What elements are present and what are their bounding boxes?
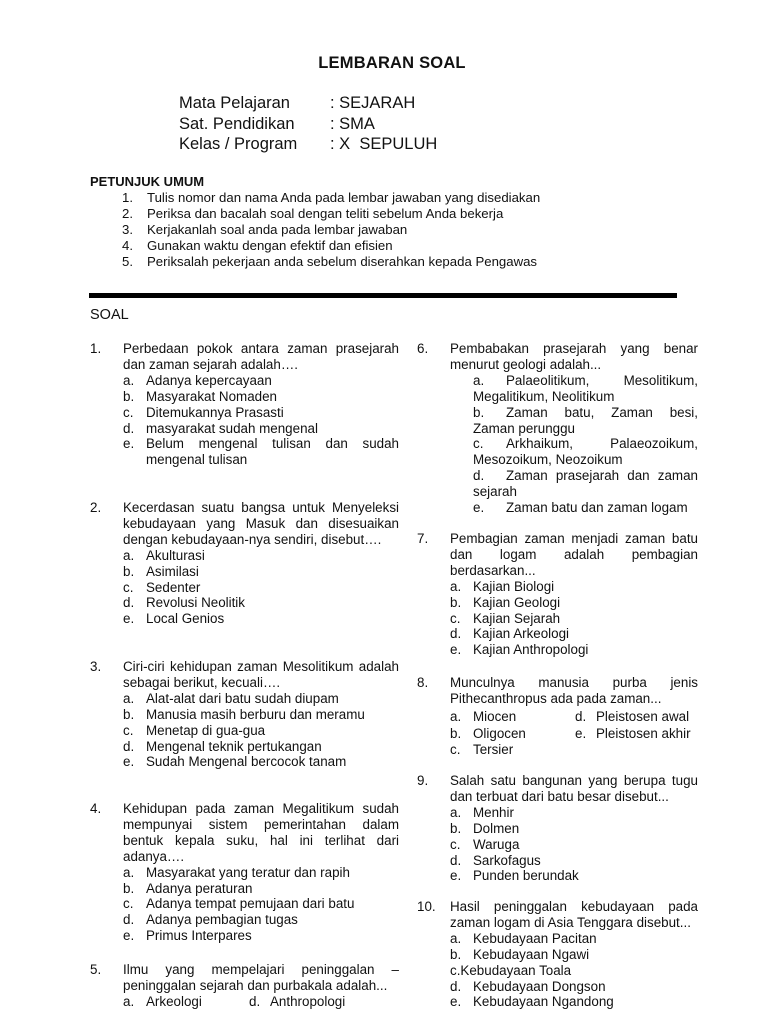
option-text: Zaman batu, Zaman besi, Zaman perunggu bbox=[473, 404, 698, 436]
option-d[interactable] bbox=[450, 979, 698, 995]
option-text: Kebudayaan Ngandong bbox=[473, 994, 614, 1010]
question-number: 7. bbox=[417, 531, 429, 546]
option-d[interactable] bbox=[123, 912, 399, 928]
option-text: Manusia masih berburu dan meramu bbox=[146, 706, 365, 722]
question-10 bbox=[417, 899, 698, 1010]
option-letter: d. bbox=[450, 626, 462, 642]
option-text: Kebudayaan Dongson bbox=[473, 978, 606, 994]
option-letter: e. bbox=[123, 928, 135, 944]
question-number: 9. bbox=[417, 773, 429, 788]
option-e[interactable] bbox=[450, 642, 698, 658]
question-text: Pembagian zaman menjadi zaman batu dan logam adalah pembagian berdasarkan... bbox=[450, 531, 698, 578]
option-text: Kebudayaan Pacitan bbox=[473, 930, 597, 946]
option-letter: d. bbox=[123, 912, 135, 928]
option-c[interactable]: c.Kebudayaan Toala bbox=[450, 962, 572, 978]
meta-label: Sat. Pendidikan bbox=[179, 115, 295, 133]
option-a[interactable] bbox=[450, 579, 698, 595]
instruction-number: 4. bbox=[122, 238, 133, 253]
option-text: Kajian Sejarah bbox=[473, 610, 561, 626]
question-number: 8. bbox=[417, 675, 429, 690]
option-text: Kajian Anthropologi bbox=[473, 642, 589, 658]
instruction-text: Kerjakanlah soal anda pada lembar jawaban bbox=[147, 222, 408, 237]
option-letter: d. bbox=[473, 468, 485, 484]
option-text: Palaeolitikum, Mesolitikum, Megalitikum, Neolitikum bbox=[473, 372, 698, 404]
instruction-number: 1. bbox=[122, 190, 133, 205]
option-b[interactable] bbox=[450, 947, 698, 963]
meta-label: Kelas / Program bbox=[179, 135, 298, 153]
option-letter: b. bbox=[450, 946, 462, 962]
option-a[interactable]: Miocen bbox=[473, 708, 517, 724]
option-text: Zaman prasejarah dan zaman sejarah bbox=[473, 468, 698, 500]
option-text: Kajian Geologi bbox=[473, 594, 561, 610]
option-text: Mengenal teknik pertukangan bbox=[146, 738, 322, 754]
option-a[interactable] bbox=[450, 373, 698, 405]
option-b[interactable] bbox=[123, 564, 399, 580]
option-text: masyarakat sudah mengenal bbox=[146, 420, 318, 436]
option-text: Arkhaikum, Palaeozoikum, Mesozoikum, Neozoikum bbox=[473, 436, 698, 468]
option-a[interactable] bbox=[123, 373, 399, 389]
option-letter: a. bbox=[123, 993, 135, 1009]
section-divider bbox=[89, 293, 677, 298]
option-d[interactable]: Anthropologi bbox=[270, 993, 346, 1009]
option-a[interactable] bbox=[123, 691, 399, 707]
question-text: Pembabakan prasejarah yang benar menurut geologi adalah... bbox=[450, 341, 698, 372]
question-text: Ilmu yang mempelajari peninggalan – peninggalan sejarah dan purbakala adalah... bbox=[123, 962, 399, 993]
instruction-text: Periksalah pekerjaan anda sebelum diserahkan kepada Pengawas bbox=[147, 254, 538, 269]
option-letter: a. bbox=[450, 708, 462, 724]
option-letter: e. bbox=[450, 994, 462, 1010]
option-c[interactable]: Tersier bbox=[473, 741, 514, 757]
option-text: Sudah Mengenal bercocok tanam bbox=[146, 754, 347, 770]
option-text: Akulturasi bbox=[146, 547, 205, 563]
option-a[interactable] bbox=[123, 548, 399, 564]
option-d[interactable] bbox=[123, 595, 399, 611]
option-letter: c. bbox=[123, 579, 134, 595]
option-letter: e. bbox=[450, 868, 462, 884]
option-e[interactable] bbox=[450, 994, 698, 1010]
option-text: Sarkofagus bbox=[473, 852, 541, 868]
option-letter: b. bbox=[473, 404, 485, 420]
meta-value: : SMA bbox=[330, 115, 375, 133]
option-e[interactable]: Pleistosen akhir bbox=[596, 725, 691, 741]
option-letter: b. bbox=[450, 594, 462, 610]
option-a[interactable] bbox=[450, 805, 698, 821]
option-b[interactable] bbox=[123, 389, 399, 405]
option-letter: b. bbox=[123, 563, 135, 579]
option-d[interactable] bbox=[450, 468, 698, 500]
option-text: Masyarakat yang teratur dan rapih bbox=[146, 864, 350, 880]
question-text: Munculnya manusia purba jenis Pithecanthropus ada pada zaman... bbox=[450, 675, 698, 706]
question-text: Kecerdasan suatu bangsa untuk Menyeleksi kebudayaan yang Masuk dan disesuaikan dengan kebudayaan-nya sendiri, disebut…. bbox=[123, 500, 399, 547]
option-row bbox=[450, 709, 698, 725]
option-a[interactable]: Arkeologi bbox=[146, 993, 202, 1009]
option-text: Masyarakat Nomaden bbox=[146, 388, 277, 404]
question-4 bbox=[90, 801, 399, 944]
option-letter: c. bbox=[450, 610, 461, 626]
option-text: Punden berundak bbox=[473, 868, 579, 884]
option-letter: c. bbox=[450, 836, 461, 852]
instruction-number: 2. bbox=[122, 206, 133, 221]
option-c[interactable] bbox=[123, 405, 399, 421]
option-text: Local Genios bbox=[146, 611, 225, 627]
option-d[interactable] bbox=[123, 421, 399, 437]
option-e[interactable] bbox=[123, 928, 399, 944]
option-letter: e. bbox=[450, 642, 462, 658]
option-letter: a. bbox=[123, 547, 135, 563]
option-row bbox=[450, 726, 698, 742]
question-3 bbox=[90, 659, 399, 770]
option-letter: e. bbox=[123, 436, 135, 452]
question-8 bbox=[417, 675, 698, 757]
option-c[interactable] bbox=[450, 611, 698, 627]
option-e[interactable] bbox=[450, 868, 698, 884]
option-text: Waruga bbox=[473, 836, 520, 852]
question-5 bbox=[90, 962, 399, 1010]
soal-heading: SOAL bbox=[90, 307, 129, 323]
option-b[interactable] bbox=[450, 405, 698, 437]
page-title: LEMBARAN SOAL bbox=[318, 54, 466, 72]
option-letter: d. bbox=[123, 738, 135, 754]
option-e[interactable] bbox=[123, 436, 399, 468]
option-text: Adanya kepercayaan bbox=[146, 372, 272, 388]
option-text: Asimilasi bbox=[146, 563, 199, 579]
option-letter: d. bbox=[450, 852, 462, 868]
option-d[interactable] bbox=[450, 626, 698, 642]
instructions-heading: PETUNJUK UMUM bbox=[90, 174, 205, 189]
question-text: Kehidupan pada zaman Megalitikum sudah mempunyai sistem pemerintahan dalam bentuk kepala suku, hal ini terlihat dari adanya…. bbox=[123, 801, 399, 864]
option-c[interactable] bbox=[123, 723, 399, 739]
option-e[interactable] bbox=[123, 611, 399, 627]
option-letter: d. bbox=[450, 978, 462, 994]
option-text: Alat-alat dari batu sudah diupam bbox=[146, 690, 339, 706]
question-1 bbox=[90, 341, 399, 468]
option-c[interactable] bbox=[123, 580, 399, 596]
question-text: Perbedaan pokok antara zaman prasejarah dan zaman sejarah adalah…. bbox=[123, 341, 399, 372]
option-letter: b. bbox=[123, 706, 135, 722]
option-c[interactable] bbox=[450, 436, 698, 468]
option-b[interactable]: Oligocen bbox=[473, 725, 526, 741]
option-row bbox=[450, 742, 698, 758]
option-letter: c. bbox=[123, 896, 134, 912]
instruction-number: 5. bbox=[122, 254, 133, 269]
option-letter: e. bbox=[123, 754, 135, 770]
question-number: 10. bbox=[417, 899, 436, 914]
option-text: Revolusi Neolitik bbox=[146, 595, 245, 611]
option-letter: a. bbox=[450, 578, 462, 594]
option-text: Zaman batu dan zaman logam bbox=[506, 500, 688, 516]
option-letter: d. bbox=[123, 595, 135, 611]
option-text: Adanya pembagian tugas bbox=[146, 912, 298, 928]
option-letter: c. bbox=[473, 436, 484, 452]
option-letter: e. bbox=[575, 725, 587, 741]
option-letter: e. bbox=[473, 500, 485, 516]
option-d[interactable] bbox=[450, 853, 698, 869]
option-letter: a. bbox=[450, 804, 462, 820]
option-letter: b. bbox=[450, 725, 462, 741]
option-b[interactable] bbox=[450, 821, 698, 837]
option-b[interactable] bbox=[123, 707, 399, 723]
option-d[interactable]: Pleistosen awal bbox=[596, 708, 690, 724]
option-letter: c. bbox=[123, 722, 134, 738]
option-letter: d. bbox=[123, 420, 135, 436]
option-a[interactable] bbox=[123, 865, 399, 881]
option-e[interactable] bbox=[123, 754, 399, 770]
option-b[interactable] bbox=[450, 595, 698, 611]
option-text: Menetap di gua-gua bbox=[146, 722, 266, 738]
question-number: 1. bbox=[90, 341, 102, 356]
option-b[interactable] bbox=[123, 881, 399, 897]
meta-value: : X SEPULUH bbox=[330, 135, 438, 153]
instruction-text: Gunakan waktu dengan efektif dan efisien bbox=[147, 238, 393, 253]
option-letter: d. bbox=[575, 708, 587, 724]
option-letter: a. bbox=[473, 372, 485, 388]
option-text: Sedenter bbox=[146, 579, 201, 595]
option-letter: a. bbox=[123, 372, 135, 388]
option-letter: a. bbox=[123, 690, 135, 706]
option-a[interactable] bbox=[450, 931, 698, 947]
option-letter: c. bbox=[450, 741, 461, 757]
option-row bbox=[123, 994, 399, 1010]
option-text: Kebudayaan Ngawi bbox=[473, 946, 590, 962]
instruction-number: 3. bbox=[122, 222, 133, 237]
option-letter: b. bbox=[450, 820, 462, 836]
option-letter: b. bbox=[123, 388, 135, 404]
question-text: Hasil peninggalan kebudayaan pada zaman logam di Asia Tenggara disebut... bbox=[450, 899, 698, 930]
question-number: 6. bbox=[417, 341, 429, 356]
option-c[interactable] bbox=[123, 896, 399, 912]
option-letter: e. bbox=[123, 611, 135, 627]
question-6 bbox=[417, 341, 698, 516]
question-text: Salah satu bangunan yang berupa tugu dan terbuat dari batu besar disebut... bbox=[450, 773, 698, 804]
option-letter: d. bbox=[249, 993, 261, 1009]
option-e[interactable] bbox=[450, 500, 698, 516]
option-text: Belum mengenal tulisan dan sudah mengenal tulisan bbox=[146, 436, 399, 468]
option-text: Kajian Arkeologi bbox=[473, 626, 570, 642]
option-letter: c. bbox=[123, 404, 134, 420]
option-letter: a. bbox=[450, 930, 462, 946]
meta-label: Mata Pelajaran bbox=[179, 94, 290, 112]
option-c[interactable] bbox=[450, 837, 698, 853]
question-number: 5. bbox=[90, 962, 102, 977]
question-number: 4. bbox=[90, 801, 102, 816]
question-2 bbox=[90, 500, 399, 627]
question-9 bbox=[417, 773, 698, 884]
meta-value: : SEJARAH bbox=[330, 94, 416, 112]
option-d[interactable] bbox=[123, 739, 399, 755]
option-text: Adanya tempat pemujaan dari batu bbox=[146, 896, 355, 912]
instruction-text: Periksa dan bacalah soal dengan teliti sebelum Anda bekerja bbox=[147, 206, 504, 221]
question-number: 3. bbox=[90, 659, 102, 674]
option-text: Kajian Biologi bbox=[473, 578, 555, 594]
option-text: Dolmen bbox=[473, 820, 520, 836]
question-7 bbox=[417, 531, 698, 658]
instruction-text: Tulis nomor dan nama Anda pada lembar jawaban yang disediakan bbox=[147, 190, 541, 205]
option-letter: b. bbox=[123, 880, 135, 896]
question-number: 2. bbox=[90, 500, 102, 515]
option-text: Adanya peraturan bbox=[146, 880, 253, 896]
option-letter: a. bbox=[123, 864, 135, 880]
option-text: Ditemukannya Prasasti bbox=[146, 404, 284, 420]
option-text: Menhir bbox=[473, 804, 514, 820]
option-text: Primus Interpares bbox=[146, 928, 252, 944]
question-text: Ciri-ciri kehidupan zaman Mesolitikum adalah sebagai berikut, kecuali…. bbox=[123, 659, 399, 690]
